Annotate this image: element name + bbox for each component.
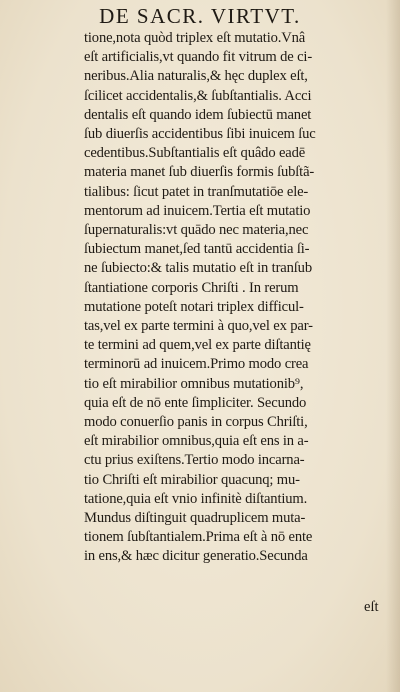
text-line: tionem ſubſtantialem.Prima eſt à nō ente <box>84 529 313 546</box>
text-line: ſcilicet accidentalis,& ſubſtantialis. Acci <box>84 87 312 104</box>
text-line: materia manet ſub diuerſis formis ſubſtã- <box>84 164 315 181</box>
text-line: tatione,quia eſt vnio infinitè diſtantium. <box>84 490 308 507</box>
text-line: mentorum ad inuicem.Tertia eſt mutatio <box>84 202 311 219</box>
running-head: DE SACR. VIRTVT. <box>99 4 301 28</box>
text-line: quia eſt de nō ente ſimpliciter. Secundo <box>84 394 307 411</box>
text-line: neribus.Alia naturalis,& hęc duplex eſt, <box>84 68 308 85</box>
text-line: ſtantiatione corporis Chriſti . In rerum <box>84 279 299 296</box>
text-line: mutatione poteſt notari triplex difficul- <box>84 298 304 315</box>
text-line: eſt artificialis,vt quando fit vitrum de ci- <box>84 49 313 66</box>
text-line: modo conuerſio panis in corpus Chriſti, <box>84 414 308 431</box>
text-line: ſub diuerſis accidentibus ſibi inuicem ſuc <box>84 126 316 143</box>
text-line: ſubiectum manet,ſed tantū accidentia ſi- <box>84 241 310 258</box>
text-line: in ens,& hæc dicitur generatio.Secunda <box>84 548 308 565</box>
text-line: ctu prius exiſtens.Tertio modo incarna- <box>84 452 305 469</box>
text-line: ne ſubiecto:& talis mutatio eſt in tranſub <box>84 260 312 277</box>
text-line: ſupernaturalis:vt quādo nec materia,nec <box>84 222 309 239</box>
text-line: tio Chriſti eſt mirabilior quacunq; mu- <box>84 471 300 488</box>
body-text <box>84 29 390 567</box>
text-line: terminorū ad inuicem.Primo modo crea <box>84 356 309 373</box>
catchword: eſt <box>364 599 379 615</box>
text-line: cedentibus.Subſtantialis eſt quâdo eadē <box>84 145 306 162</box>
text-line: eſt mirabilior omnibus,quia eſt ens in a- <box>84 433 309 450</box>
text-line: tialibus: ſicut patet in tranſmutatiōe ele- <box>84 183 309 200</box>
text-line: tio eſt mirabilior omnibus mutationib⁹, <box>84 375 304 392</box>
text-line: dentalis eſt quando idem ſubiectū manet <box>84 106 312 123</box>
text-line: te termini ad quem,vel ex parte diſtantię <box>84 337 311 354</box>
text-line: tione,nota quòd triplex eſt mutatio.Vnâ <box>84 30 306 46</box>
text-line: tas,vel ex parte termini à quo,vel ex par- <box>84 318 313 335</box>
text-line: Mundus diſtinguit quadruplicem muta- <box>84 510 306 527</box>
